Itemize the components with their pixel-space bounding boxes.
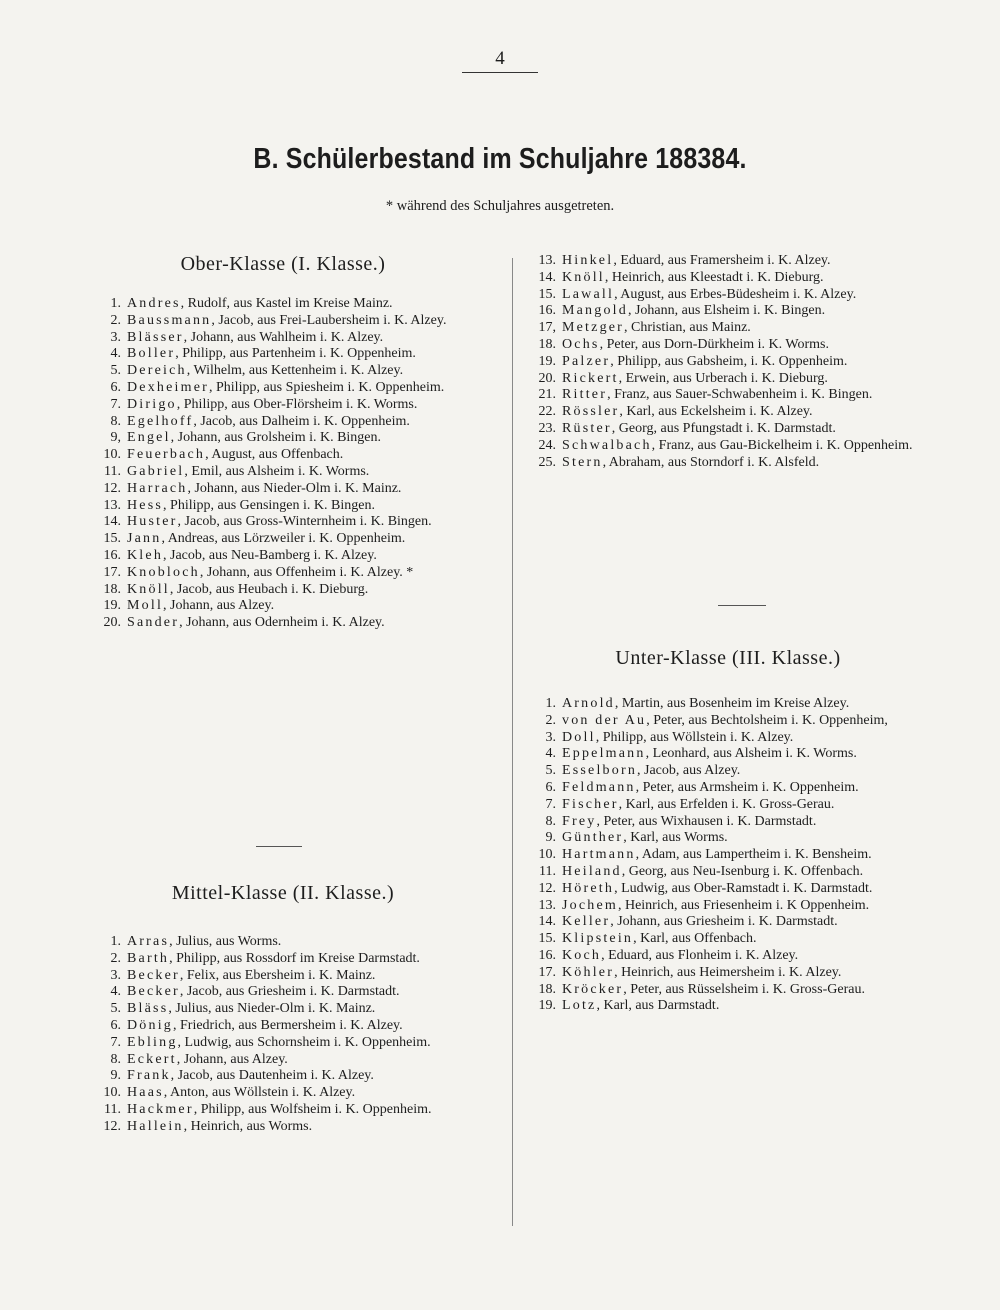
student-surname: Hartmann [562, 847, 636, 863]
student-details: , Heinrich, aus Worms. [183, 1118, 313, 1134]
list-item-number: 7. [110, 396, 121, 412]
list-item [93, 430, 485, 447]
list-item-number: 14. [538, 269, 556, 285]
list-item [93, 934, 485, 951]
student-details: , Ludwig, aus Schornsheim i. K. Oppenheim. [177, 1034, 431, 1050]
list-item [528, 253, 926, 270]
list-item [528, 746, 926, 763]
student-surname: Koch [562, 947, 602, 963]
student-surname: Barth [127, 950, 170, 966]
list-item-number: 15. [103, 531, 121, 547]
list-item [93, 414, 485, 431]
student-surname: Lotz [562, 998, 597, 1014]
list-item [93, 984, 485, 1001]
list-item-number: 3. [110, 967, 121, 983]
student-surname: Rickert [562, 370, 619, 386]
student-surname: Hess [127, 497, 164, 513]
student-details: , Peter, aus Armsheim i. K. Oppenheim. [635, 779, 859, 795]
list-item-number: 19. [538, 353, 556, 369]
list-item [528, 303, 926, 320]
list-item [528, 830, 926, 847]
student-surname: Arnold [562, 696, 615, 711]
student-surname: Ebling [127, 1034, 178, 1050]
student-details: , Jacob, aus Frei-Laubersheim i. K. Alzey. [211, 312, 447, 328]
student-details: , Johann, aus Offenheim i. K. Alzey. * [199, 564, 414, 580]
student-details: , Abraham, aus Storndorf i. K. Alsfeld. [602, 454, 820, 470]
list-item-number: 8. [545, 813, 556, 829]
student-surname: Boller [127, 346, 176, 362]
student-surname: Moll [127, 598, 164, 614]
student-surname: Becker [127, 967, 180, 983]
list-item [528, 864, 926, 881]
unter-klasse-list [528, 696, 926, 1015]
list-item-number: 19. [538, 998, 556, 1014]
list-item-number: 1. [110, 934, 121, 949]
student-details: , Rudolf, aus Kastel im Kreise Mainz. [180, 296, 393, 311]
student-surname: Doll [562, 729, 596, 745]
student-surname: von der Au [562, 712, 647, 728]
student-details: , Georg, aus Neu-Isenburg i. K. Offenbach. [621, 863, 864, 879]
page-heading: B. Schülerbestand im Schuljahre 188384. [253, 143, 747, 175]
list-item [93, 346, 485, 363]
ober-klasse-list [93, 296, 485, 632]
section-divider [256, 846, 302, 847]
list-item [93, 481, 485, 498]
list-item [528, 814, 926, 831]
list-item-number: 8. [110, 1051, 121, 1067]
list-item-number: 2. [545, 712, 556, 728]
list-item [93, 1018, 485, 1035]
list-item [528, 965, 926, 982]
list-item-number: 21. [538, 387, 556, 403]
student-details: , Philipp, aus Gabsheim, i. K. Oppenheim. [610, 353, 848, 369]
list-item-number: 9, [110, 430, 121, 446]
student-surname: Sander [127, 615, 180, 631]
student-surname: Klipstein [562, 931, 634, 947]
student-details: , Johann, aus Wahlheim i. K. Alzey. [183, 329, 384, 345]
student-surname: Stern [562, 454, 603, 470]
student-details: , Philipp, aus Wolfsheim i. K. Oppenheim. [193, 1101, 432, 1117]
list-item-number: 20. [103, 615, 121, 631]
student-surname: Bläss [127, 1001, 169, 1017]
list-item [93, 1052, 485, 1069]
list-item [528, 931, 926, 948]
mittel-klasse-title: Mittel-Klasse (II. Klasse.) [171, 882, 395, 904]
student-details: , Philipp, aus Ober-Flörsheim i. K. Worms. [176, 396, 418, 412]
list-item-number: 6. [110, 1017, 121, 1033]
list-item [93, 380, 485, 397]
student-details: , August, aus Offenbach. [205, 447, 344, 463]
list-item-number: 15. [538, 931, 556, 947]
list-item-number: 3. [545, 729, 556, 745]
ober-klasse-list-continued [528, 253, 926, 471]
list-item-number: 10. [538, 847, 556, 863]
student-details: , Johann, aus Griesheim i. K. Darmstadt. [610, 914, 838, 930]
student-surname: Jann [127, 531, 162, 547]
list-item [93, 397, 485, 414]
list-item [93, 1102, 485, 1119]
ober-klasse-title: Ober-Klasse (I. Klasse.) [180, 253, 386, 275]
student-details: , Christian, aus Mainz. [624, 320, 751, 336]
list-item-number: 25. [538, 454, 556, 470]
list-item-number: 18. [103, 581, 121, 597]
student-surname: Esselborn [562, 763, 638, 779]
list-item-number: 8. [110, 413, 121, 429]
list-item [93, 363, 485, 380]
student-surname: Rüster [562, 420, 612, 436]
student-surname: Egelhoff [127, 413, 194, 429]
list-item-number: 5. [110, 363, 121, 379]
list-item [93, 1068, 485, 1085]
student-surname: Kröcker [562, 981, 624, 997]
list-item [528, 713, 926, 730]
student-surname: Andres [127, 296, 181, 311]
student-surname: Metzger [562, 320, 625, 336]
list-item-number: 14. [538, 914, 556, 930]
student-details: , Franz, aus Gau-Bickelheim i. K. Oppenheim. [651, 437, 913, 453]
list-item [528, 881, 926, 898]
student-surname: Jochem [562, 897, 618, 913]
list-item-number: 17, [538, 320, 556, 336]
list-item-number: 22. [538, 404, 556, 420]
list-item [93, 968, 485, 985]
student-surname: Ritter [562, 387, 608, 403]
list-item [93, 464, 485, 481]
list-item [93, 951, 485, 968]
list-item [93, 565, 485, 582]
student-surname: Baussmann [127, 312, 212, 328]
student-details: , Ludwig, aus Ober-Ramstadt i. K. Darmstadt. [614, 880, 873, 896]
student-surname: Ochs [562, 336, 600, 352]
list-item-number: 17. [538, 964, 556, 980]
student-details: , Karl, aus Eckelsheim i. K. Alzey. [619, 404, 813, 420]
list-item-number: 4. [110, 346, 121, 362]
student-surname: Höreth [562, 880, 615, 896]
list-item [528, 287, 926, 304]
student-surname: Hackmer [127, 1101, 194, 1117]
student-details: , Heinrich, aus Friesenheim i. K Oppenheim. [617, 897, 870, 913]
list-item [93, 1001, 485, 1018]
list-item [93, 330, 485, 347]
list-item-number: 20. [538, 370, 556, 386]
list-item-number: 13. [538, 253, 556, 268]
list-item [93, 498, 485, 515]
student-surname: Knöll [562, 269, 605, 285]
list-item-number: 6. [545, 779, 556, 795]
student-surname: Gabriel [127, 463, 185, 479]
student-surname: Schwalbach [562, 437, 652, 453]
student-details: , Julius, aus Nieder-Olm i. K. Mainz. [168, 1001, 376, 1017]
list-item-number: 4. [110, 984, 121, 1000]
list-item [93, 598, 485, 615]
list-item-number: 6. [110, 379, 121, 395]
student-details: , Leonhard, aus Alsheim i. K. Worms. [645, 746, 857, 762]
student-surname: Heiland [562, 863, 622, 879]
student-surname: Fischer [562, 796, 619, 812]
student-details: , Adam, aus Lampertheim i. K. Bensheim. [635, 847, 872, 863]
student-surname: Feuerbach [127, 447, 206, 463]
student-surname: Kleh [127, 547, 164, 563]
list-item [528, 982, 926, 999]
list-item-number: 9. [545, 830, 556, 846]
list-item [528, 847, 926, 864]
student-details: , Philipp, aus Partenheim i. K. Oppenheim. [175, 346, 416, 362]
student-surname: Lawall [562, 286, 615, 302]
list-item-number: 10. [103, 447, 121, 463]
list-item [528, 320, 926, 337]
list-item-number: 1. [545, 696, 556, 711]
student-details: , Franz, aus Sauer-Schwabenheim i. K. Bingen. [607, 387, 873, 403]
list-item-number: 7. [545, 796, 556, 812]
student-surname: Dereich [127, 363, 187, 379]
student-details: , Peter, aus Dorn-Dürkheim i. K. Worms. [599, 336, 829, 352]
student-details: , Peter, aus Rüsselsheim i. K. Gross-Gerau. [623, 981, 865, 997]
student-details: , Wilhelm, aus Kettenheim i. K. Alzey. [186, 363, 404, 379]
list-item-number: 2. [110, 312, 121, 328]
student-surname: Haas [127, 1085, 164, 1101]
student-surname: Hinkel [562, 253, 614, 268]
list-item [93, 1035, 485, 1052]
list-item [528, 914, 926, 931]
list-item [93, 296, 485, 313]
list-item-number: 12. [538, 880, 556, 896]
student-details: , Andreas, aus Lörzweiler i. K. Oppenheim. [161, 531, 406, 547]
student-details: , Julius, aus Worms. [169, 934, 282, 949]
student-details: , Philipp, aus Spiesheim i. K. Oppenheim. [209, 379, 445, 395]
student-details: , Jacob, aus Griesheim i. K. Darmstadt. [179, 984, 400, 1000]
student-details: , Jacob, aus Alzey. [637, 763, 741, 779]
column-divider [512, 258, 513, 1226]
list-item-number: 14. [103, 514, 121, 530]
student-surname: Engel [127, 430, 171, 446]
student-details: , Philipp, aus Rossdorf im Kreise Darmstadt. [169, 950, 420, 966]
student-details: , Felix, aus Ebersheim i. K. Mainz. [179, 967, 376, 983]
list-item [93, 582, 485, 599]
student-surname: Günther [562, 830, 624, 846]
list-item-number: 18. [538, 981, 556, 997]
list-item-number: 23. [538, 420, 556, 436]
list-item [528, 948, 926, 965]
list-item-number: 11. [104, 463, 121, 479]
list-item-number: 11. [539, 863, 556, 879]
list-item-number: 24. [538, 437, 556, 453]
list-item [93, 1085, 485, 1102]
student-surname: Knobloch [127, 564, 200, 580]
list-item-number: 18. [538, 336, 556, 352]
list-item [528, 354, 926, 371]
list-item-number: 13. [538, 897, 556, 913]
page-number: 4 [495, 48, 505, 69]
list-item [528, 797, 926, 814]
list-item [528, 455, 926, 472]
student-details: , Peter, aus Bechtolsheim i. K. Oppenheim, [646, 712, 888, 728]
list-item-number: 11. [104, 1101, 121, 1117]
list-item [528, 371, 926, 388]
student-details: , Georg, aus Pfungstadt i. K. Darmstadt. [611, 420, 836, 436]
student-details: , Jacob, aus Heubach i. K. Dieburg. [169, 581, 369, 597]
student-surname: Knöll [127, 581, 170, 597]
student-details: , Philipp, aus Gensingen i. K. Bingen. [163, 497, 375, 513]
list-item [528, 337, 926, 354]
list-item-number: 15. [538, 286, 556, 302]
list-item [528, 404, 926, 421]
student-surname: Becker [127, 984, 180, 1000]
student-details: , Heinrich, aus Heimersheim i. K. Alzey. [614, 964, 842, 980]
student-surname: Mangold [562, 303, 628, 319]
page-number-rule [462, 72, 538, 73]
student-details: , Eduard, aus Framersheim i. K. Alzey. [613, 253, 831, 268]
student-details: , Martin, aus Bosenheim im Kreise Alzey. [614, 696, 850, 711]
section-divider [718, 605, 766, 606]
withdrawn-note: * während des Schuljahres ausgetreten. [385, 198, 615, 214]
list-item-number: 19. [103, 598, 121, 614]
student-surname: Dexheimer [127, 379, 209, 395]
list-item-number: 16. [538, 947, 556, 963]
student-details: , Johann, aus Elsheim i. K. Bingen. [627, 303, 826, 319]
list-item-number: 13. [103, 497, 121, 513]
mittel-klasse-list [93, 934, 485, 1136]
list-item-number: 16. [538, 303, 556, 319]
student-details: , Johann, aus Grolsheim i. K. Bingen. [170, 430, 382, 446]
list-item [528, 421, 926, 438]
student-details: , Jacob, aus Gross-Winternheim i. K. Bingen. [177, 514, 432, 530]
student-details: , Karl, aus Worms. [623, 830, 728, 846]
list-item-number: 10. [103, 1085, 121, 1101]
student-details: , Karl, aus Erfelden i. K. Gross-Gerau. [618, 796, 835, 812]
student-details: , Jacob, aus Dautenheim i. K. Alzey. [170, 1068, 374, 1084]
student-surname: Hallein [127, 1118, 184, 1134]
student-surname: Huster [127, 514, 178, 530]
list-item [528, 270, 926, 287]
student-surname: Dönig [127, 1017, 173, 1033]
list-item [528, 898, 926, 915]
student-details: , Jacob, aus Dalheim i. K. Oppenheim. [193, 413, 410, 429]
student-details: , August, aus Erbes-Büdesheim i. K. Alzey. [614, 286, 857, 302]
list-item [528, 730, 926, 747]
list-item [93, 531, 485, 548]
student-details: , Philipp, aus Wöllstein i. K. Alzey. [595, 729, 794, 745]
student-surname: Frey [562, 813, 597, 829]
list-item-number: 1. [110, 296, 121, 311]
list-item [93, 615, 485, 632]
student-details: , Erwein, aus Urberach i. K. Dieburg. [618, 370, 828, 386]
list-item-number: 3. [110, 329, 121, 345]
student-surname: Palzer [562, 353, 611, 369]
student-details: , Jacob, aus Neu-Bamberg i. K. Alzey. [163, 547, 377, 563]
student-surname: Arras [127, 934, 170, 949]
student-surname: Feldmann [562, 779, 636, 795]
student-details: , Friedrich, aus Bermersheim i. K. Alzey. [173, 1017, 403, 1033]
list-item-number: 5. [545, 763, 556, 779]
student-surname: Dirigo [127, 396, 177, 412]
list-item [93, 447, 485, 464]
list-item [528, 998, 926, 1015]
list-item-number: 7. [110, 1034, 121, 1050]
list-item [528, 387, 926, 404]
list-item-number: 2. [110, 950, 121, 966]
student-details: , Johann, aus Alzey. [163, 598, 275, 614]
list-item [528, 438, 926, 455]
student-details: , Johann, aus Odernheim i. K. Alzey. [179, 615, 385, 631]
list-item [528, 780, 926, 797]
list-item [528, 763, 926, 780]
student-details: , Eduard, aus Flonheim i. K. Alzey. [601, 947, 799, 963]
student-details: , Karl, aus Darmstadt. [596, 998, 720, 1014]
student-surname: Rössler [562, 404, 620, 420]
student-details: , Johann, aus Nieder-Olm i. K. Mainz. [187, 480, 402, 496]
student-details: , Emil, aus Alsheim i. K. Worms. [184, 463, 370, 479]
list-item [93, 548, 485, 565]
list-item-number: 16. [103, 547, 121, 563]
student-details: , Johann, aus Alzey. [176, 1051, 288, 1067]
list-item-number: 12. [103, 480, 121, 496]
list-item-number: 12. [103, 1118, 121, 1134]
list-item-number: 17. [103, 564, 121, 580]
list-item-number: 4. [545, 746, 556, 762]
student-surname: Frank [127, 1068, 171, 1084]
list-item-number: 5. [110, 1001, 121, 1017]
student-surname: Köhler [562, 964, 615, 980]
list-item [93, 514, 485, 531]
student-details: , Peter, aus Wixhausen i. K. Darmstadt. [596, 813, 817, 829]
student-details: , Heinrich, aus Kleestadt i. K. Dieburg. [604, 269, 824, 285]
list-item [528, 696, 926, 713]
student-surname: Blässer [127, 329, 184, 345]
student-surname: Eckert [127, 1051, 177, 1067]
student-details: , Anton, aus Wöllstein i. K. Alzey. [163, 1085, 356, 1101]
list-item [93, 1119, 485, 1136]
student-surname: Harrach [127, 480, 188, 496]
student-details: , Karl, aus Offenbach. [633, 931, 757, 947]
student-surname: Eppelmann [562, 746, 646, 762]
student-surname: Keller [562, 914, 611, 930]
list-item-number: 9. [110, 1068, 121, 1084]
list-item [93, 313, 485, 330]
unter-klasse-title: Unter-Klasse (III. Klasse.) [615, 647, 841, 669]
